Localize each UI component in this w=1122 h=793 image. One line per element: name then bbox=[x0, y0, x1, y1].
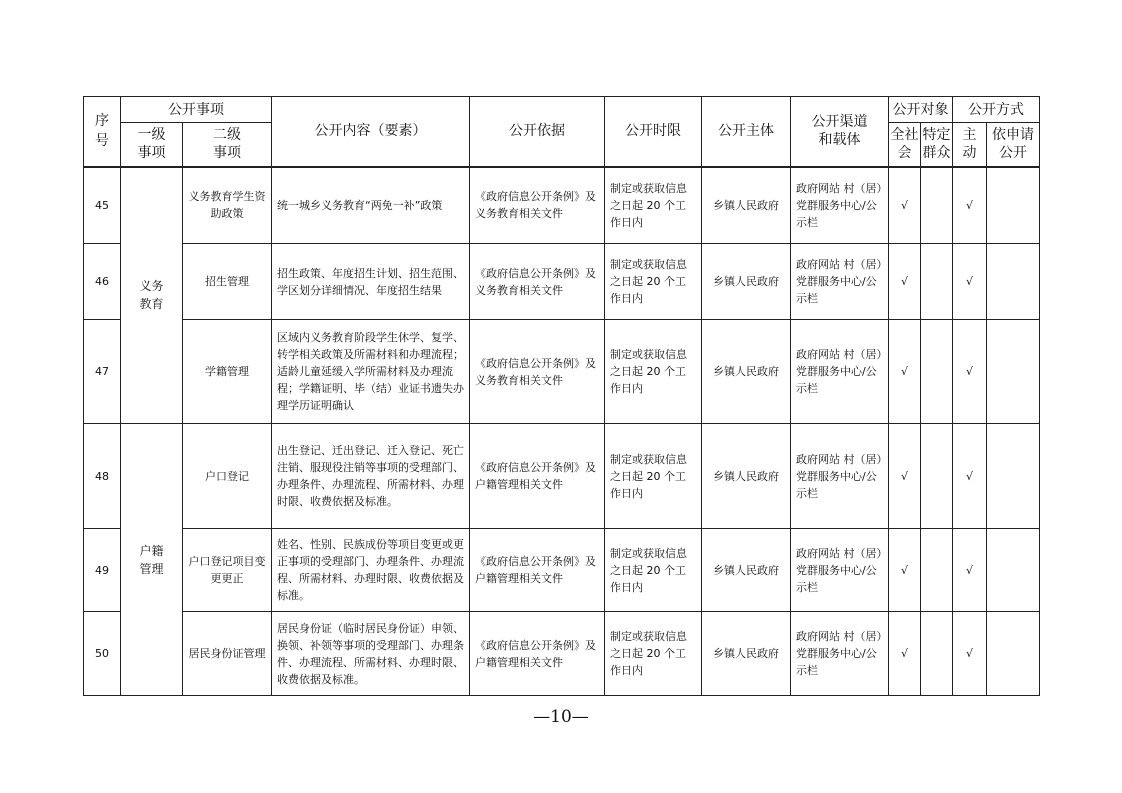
check-all-society: √ bbox=[889, 424, 921, 529]
header-method: 公开方式 bbox=[953, 97, 1040, 123]
check-active: √ bbox=[953, 424, 987, 529]
check-all-society: √ bbox=[889, 612, 921, 696]
table-row bbox=[84, 244, 1040, 320]
time-limit-cell: 制定或获取信息之日起 20 个工作日内 bbox=[605, 529, 702, 612]
level2-cell: 户口登记项目变更更正 bbox=[183, 529, 272, 612]
header-basis: 公开依据 bbox=[470, 97, 605, 167]
subject-cell: 乡镇人民政府 bbox=[702, 244, 791, 320]
header-seq: 序号 bbox=[84, 97, 121, 167]
table-header bbox=[84, 97, 1040, 167]
basis-cell: 《政府信息公开条例》及户籍管理相关文件 bbox=[470, 529, 605, 612]
channel-cell: 政府网站 村（居）党群服务中心/公示栏 bbox=[791, 529, 889, 612]
header-level1: 一级事项 bbox=[121, 123, 183, 167]
table-row bbox=[84, 612, 1040, 696]
check-on-request bbox=[987, 320, 1040, 424]
basis-cell: 《政府信息公开条例》及户籍管理相关文件 bbox=[470, 612, 605, 696]
check-all-society: √ bbox=[889, 529, 921, 612]
basis-cell: 《政府信息公开条例》及义务教育相关文件 bbox=[470, 320, 605, 424]
check-active: √ bbox=[953, 320, 987, 424]
content-cell: 出生登记、迁出登记、迁入登记、死亡注销、服现役注销等事项的受理部门、办理条件、办理流程、所需材料、办理时限、收费依据及标准。 bbox=[272, 424, 470, 529]
header-time-limit: 公开时限 bbox=[605, 97, 702, 167]
check-specific-group bbox=[921, 612, 953, 696]
level2-cell: 学籍管理 bbox=[183, 320, 272, 424]
table-row bbox=[84, 167, 1040, 244]
table-row bbox=[84, 320, 1040, 424]
header-content: 公开内容（要素） bbox=[272, 97, 470, 167]
header-level2: 二级事项 bbox=[183, 123, 272, 167]
category-cell: 义务教育 bbox=[121, 167, 183, 424]
check-specific-group bbox=[921, 320, 953, 424]
category-cell: 户籍管理 bbox=[121, 424, 183, 696]
content-cell: 区域内义务教育阶段学生休学、复学、转学相关政策及所需材料和办理流程；适龄儿童延缓入学所需材料及办理流程；学籍证明、毕（结）业证书遗失办理学历证明确认 bbox=[272, 320, 470, 424]
level2-cell: 户口登记 bbox=[183, 424, 272, 529]
check-all-society: √ bbox=[889, 320, 921, 424]
table-row bbox=[84, 424, 1040, 529]
header-active: 主动 bbox=[953, 123, 987, 167]
subject-cell: 乡镇人民政府 bbox=[702, 529, 791, 612]
header-items: 公开事项 bbox=[121, 97, 272, 123]
time-limit-cell: 制定或获取信息之日起 20 个工作日内 bbox=[605, 244, 702, 320]
check-specific-group bbox=[921, 244, 953, 320]
row-number: 50 bbox=[84, 612, 121, 696]
subject-cell: 乡镇人民政府 bbox=[702, 424, 791, 529]
row-number: 47 bbox=[84, 320, 121, 424]
basis-cell: 《政府信息公开条例》及义务教育相关文件 bbox=[470, 167, 605, 244]
basis-cell: 《政府信息公开条例》及户籍管理相关文件 bbox=[470, 424, 605, 529]
check-on-request bbox=[987, 244, 1040, 320]
check-specific-group bbox=[921, 424, 953, 529]
check-all-society: √ bbox=[889, 244, 921, 320]
level2-cell: 居民身份证管理 bbox=[183, 612, 272, 696]
basis-cell: 《政府信息公开条例》及义务教育相关文件 bbox=[470, 244, 605, 320]
check-active: √ bbox=[953, 244, 987, 320]
check-active: √ bbox=[953, 529, 987, 612]
channel-cell: 政府网站 村（居）党群服务中心/公示栏 bbox=[791, 167, 889, 244]
channel-cell: 政府网站 村（居）党群服务中心/公示栏 bbox=[791, 612, 889, 696]
check-all-society: √ bbox=[889, 167, 921, 244]
check-on-request bbox=[987, 612, 1040, 696]
row-number: 45 bbox=[84, 167, 121, 244]
content-cell: 居民身份证（临时居民身份证）申领、换领、补领等事项的受理部门、办理条件、办理流程、所需材料、办理时限、收费依据及标准。 bbox=[272, 612, 470, 696]
channel-cell: 政府网站 村（居）党群服务中心/公示栏 bbox=[791, 244, 889, 320]
header-subject: 公开主体 bbox=[702, 97, 791, 167]
row-number: 48 bbox=[84, 424, 121, 529]
disclosure-table bbox=[83, 96, 1040, 696]
header-all-society: 全社会 bbox=[889, 123, 921, 167]
time-limit-cell: 制定或获取信息之日起 20 个工作日内 bbox=[605, 424, 702, 529]
time-limit-cell: 制定或获取信息之日起 20 个工作日内 bbox=[605, 320, 702, 424]
time-limit-cell: 制定或获取信息之日起 20 个工作日内 bbox=[605, 612, 702, 696]
channel-cell: 政府网站 村（居）党群服务中心/公示栏 bbox=[791, 320, 889, 424]
page-number: —10— bbox=[533, 707, 589, 727]
channel-cell: 政府网站 村（居）党群服务中心/公示栏 bbox=[791, 424, 889, 529]
check-on-request bbox=[987, 424, 1040, 529]
time-limit-cell: 制定或获取信息之日起 20 个工作日内 bbox=[605, 167, 702, 244]
header-audience: 公开对象 bbox=[889, 97, 953, 123]
check-specific-group bbox=[921, 167, 953, 244]
check-specific-group bbox=[921, 529, 953, 612]
header-on-request: 依申请公开 bbox=[987, 123, 1040, 167]
check-active: √ bbox=[953, 612, 987, 696]
level2-cell: 义务教育学生资助政策 bbox=[183, 167, 272, 244]
check-on-request bbox=[987, 529, 1040, 612]
row-number: 49 bbox=[84, 529, 121, 612]
header-channel: 公开渠道和载体 bbox=[791, 97, 889, 167]
header-specific-group: 特定群众 bbox=[921, 123, 953, 167]
level2-cell: 招生管理 bbox=[183, 244, 272, 320]
check-on-request bbox=[987, 167, 1040, 244]
row-number: 46 bbox=[84, 244, 121, 320]
content-cell: 招生政策、年度招生计划、招生范围、学区划分详细情况、年度招生结果 bbox=[272, 244, 470, 320]
content-cell: 统一城乡义务教育“两免一补”政策 bbox=[272, 167, 470, 244]
subject-cell: 乡镇人民政府 bbox=[702, 320, 791, 424]
check-active: √ bbox=[953, 167, 987, 244]
content-cell: 姓名、性别、民族成份等项目变更或更正事项的受理部门、办理条件、办理流程、所需材料、办理时限、收费依据及标准。 bbox=[272, 529, 470, 612]
subject-cell: 乡镇人民政府 bbox=[702, 612, 791, 696]
subject-cell: 乡镇人民政府 bbox=[702, 167, 791, 244]
table-row bbox=[84, 529, 1040, 612]
